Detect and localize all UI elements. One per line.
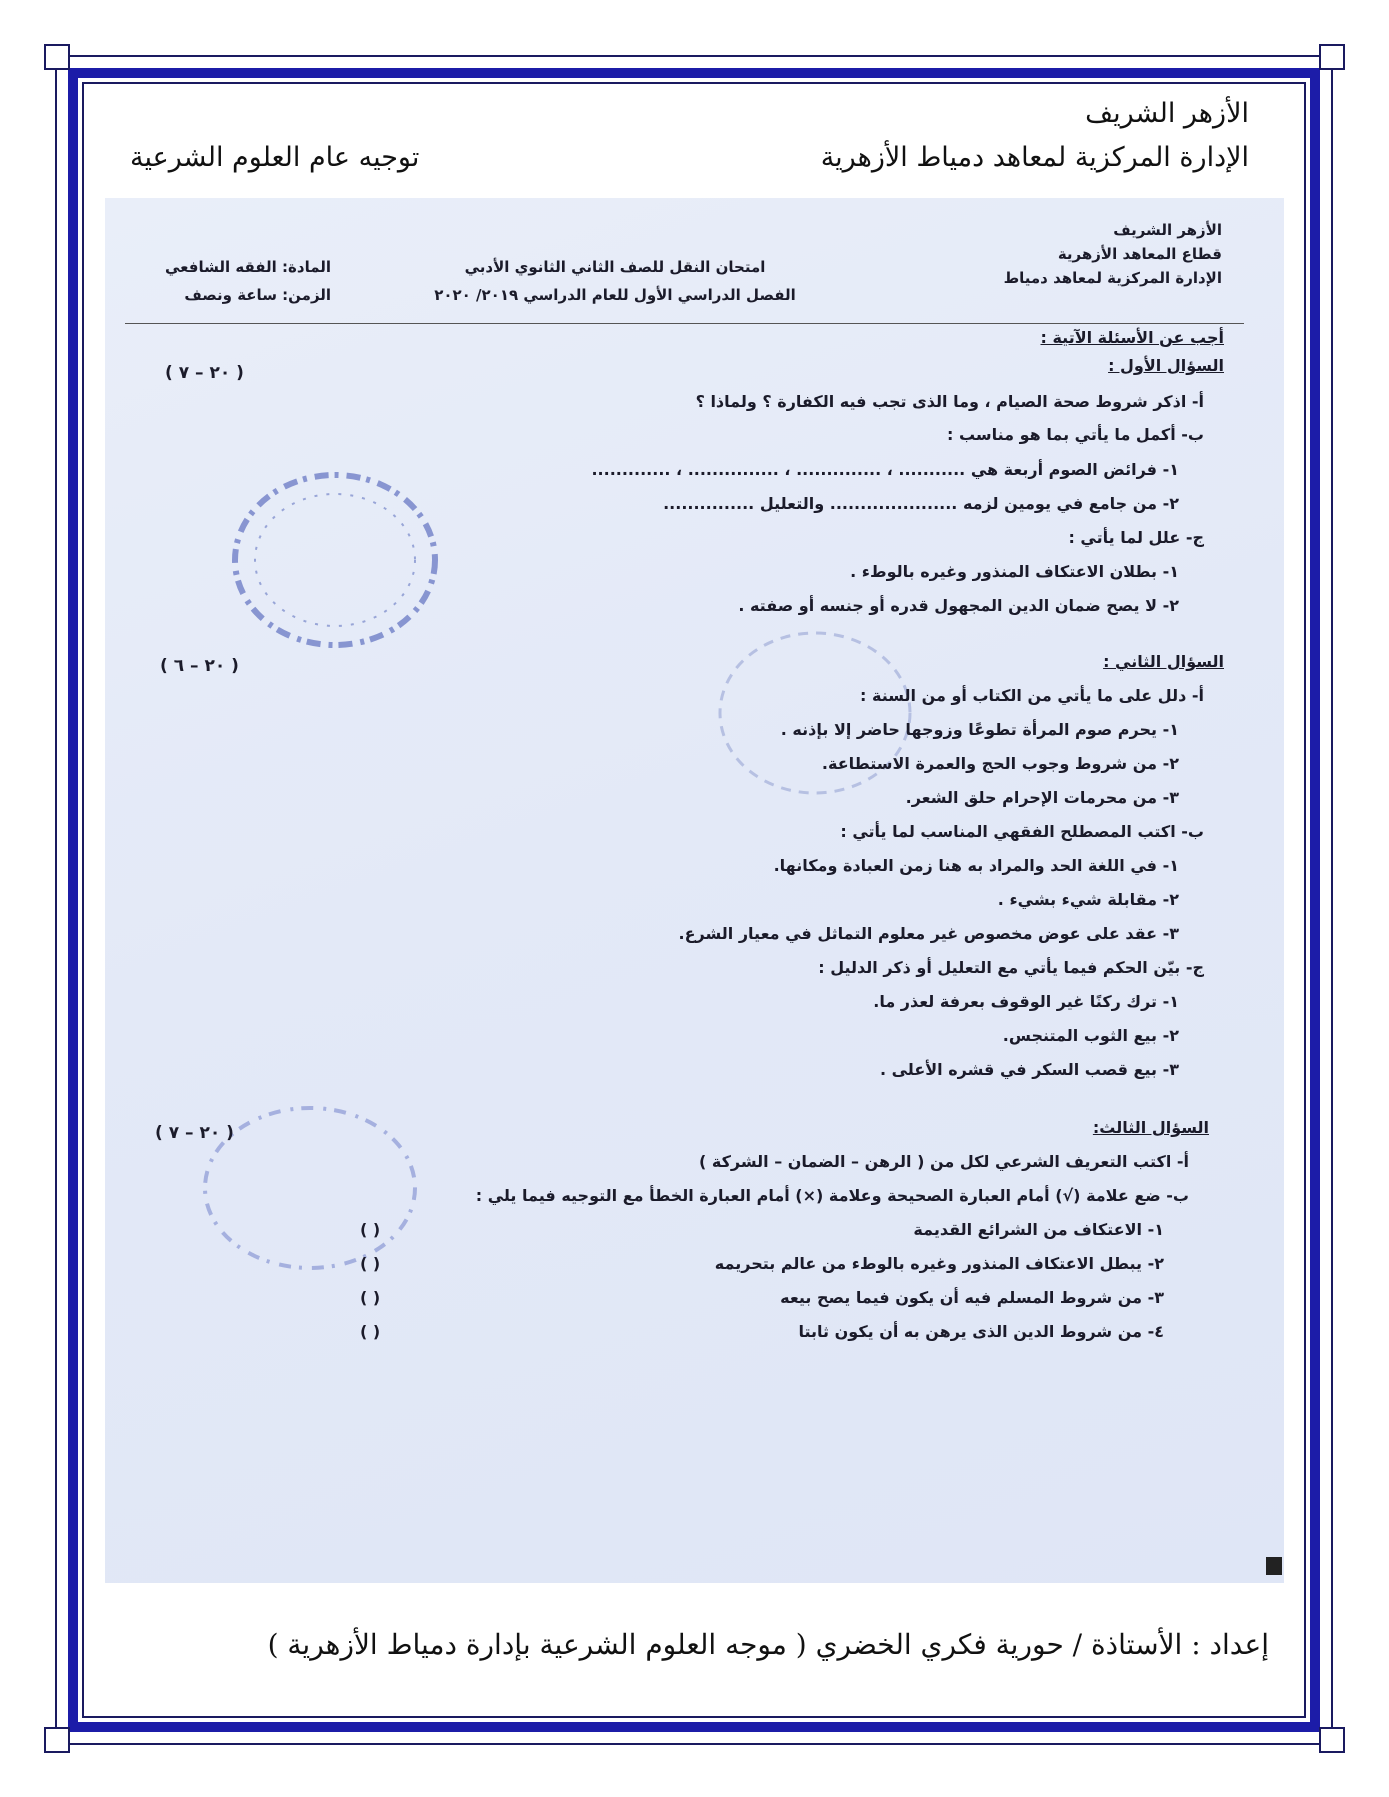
q2-score: ( ٢٠ – ٦ ) [160, 656, 239, 676]
q1-c-item: ١- بطلان الاعتكاف المنذور وغيره بالوطء . [850, 562, 1179, 581]
header-institution: الأزهر الشريف [1085, 98, 1249, 129]
q1-score: ( ٢٠ – ٧ ) [165, 363, 244, 383]
q1-part-c-title: ج- علل لما يأتي : [1068, 528, 1204, 547]
exam-header-title: امتحان النقل للصف الثاني الثانوي الأدبي الفصل الدراسي الأول للعام الدراسي ٢٠١٩/ ٢٠٢٠ [434, 258, 796, 304]
q2-part-b-title: ب- اكتب المصطلح الفقهي المناسب لما يأتي : [840, 822, 1204, 841]
q3-b-item: ٤- من شروط الدين الذى يرهن به أن يكون ثابتا [798, 1322, 1164, 1341]
q1-b-item: ٢- من جامع في يومين لزمه ..................... والتعليل ............... [663, 494, 1179, 513]
q3-part-a: أ- اكتب التعريف الشرعي لكل من ( الرهن – الضمان – الشركة ) [699, 1152, 1189, 1171]
q2-a-item: ١- يحرم صوم المرأة تطوعًا وزوجها حاضر إلا بإذنه . [780, 720, 1179, 739]
q1-b-item: ١- فرائض الصوم أربعة هي ........... ، .............. ، ............... ، ............. [591, 460, 1179, 479]
q2-c-item: ٢- بيع الثوب المتنجس. [1002, 1026, 1179, 1045]
prepared-by-footer: إعداد : الأستاذة / حورية فكري الخضري ( موجه العلوم الشرعية بإدارة دمياط الأزهرية ) [267, 1628, 1269, 1661]
q2-part-a-title: أ- دلل على ما يأتي من الكتاب أو من السنة : [860, 686, 1204, 705]
scan-artifact [1266, 1557, 1282, 1575]
q2-a-item: ٢- من شروط وجوب الحج والعمرة الاستطاعة. [821, 754, 1179, 773]
header-administration: الإدارة المركزية لمعاهد دمياط الأزهرية [820, 142, 1249, 173]
q1-c-item: ٢- لا يصح ضمان الدين المجهول قدره أو جنسه أو صفته . [738, 596, 1179, 615]
q2-b-item: ٢- مقابلة شيء بشيء . [997, 890, 1179, 909]
q2-a-item: ٣- من محرمات الإحرام حلق الشعر. [905, 788, 1179, 807]
header-divider [125, 323, 1244, 324]
scanned-exam-paper [105, 198, 1284, 1583]
border-corner-ornament [44, 1727, 70, 1753]
q2-c-item: ١- ترك ركنًا غير الوقوف بعرفة لعذر ما. [873, 992, 1179, 1011]
q2-title: السؤال الثاني : [1103, 652, 1224, 671]
border-corner-ornament [1319, 44, 1345, 70]
q2-c-item: ٣- بيع قصب السكر في قشره الأعلى . [879, 1060, 1179, 1079]
q2-part-c-title: ج- بيّن الحكم فيما يأتي مع التعليل أو ذكر الدليل : [818, 958, 1204, 977]
q3-b-item: ٢- يبطل الاعتكاف المنذور وغيره بالوطء من عالم بتحريمه [714, 1254, 1164, 1273]
q3-title: السؤال الثالث: [1092, 1118, 1209, 1137]
header-department: توجيه عام العلوم الشرعية [130, 142, 420, 173]
instruction: أجب عن الأسئلة الآتية : [1040, 328, 1224, 347]
q1-title: السؤال الأول : [1108, 356, 1224, 375]
q3-part-b-title: ب- ضع علامة (√) أمام العبارة الصحيحة وعلامة (×) أمام العبارة الخطأ مع التوجيه فيما يلي : [475, 1186, 1189, 1205]
exam-content [105, 198, 1284, 1583]
border-corner-ornament [1319, 1727, 1345, 1753]
exam-header-subject: المادة: الفقه الشافعي الزمن: ساعة ونصف [165, 258, 332, 304]
q1-part-b-title: ب- أكمل ما يأتي بما هو مناسب : [946, 425, 1204, 444]
q2-b-item: ٣- عقد على عوض مخصوص غير معلوم التماثل في معيار الشرع. [678, 924, 1179, 943]
border-corner-ornament [44, 44, 70, 70]
q3-b-item: ٣- من شروط المسلم فيه أن يكون فيما يصح بيعه [780, 1288, 1164, 1307]
q3-b-item: ١- الاعتكاف من الشرائع القديمة [913, 1220, 1164, 1239]
answer-box: ( ) [360, 1254, 381, 1273]
q1-part-a: أ- اذكر شروط صحة الصيام ، وما الذى تجب فيه الكفارة ؟ ولماذا ؟ [695, 392, 1204, 411]
q3-score: ( ٢٠ – ٧ ) [155, 1123, 234, 1143]
answer-box: ( ) [360, 1220, 381, 1239]
page-header [110, 98, 1279, 188]
answer-box: ( ) [360, 1288, 381, 1307]
exam-header-institution: الأزهر الشريف قطاع المعاهد الأزهرية الإدارة المركزية لمعاهد دمياط [1003, 221, 1222, 287]
q2-b-item: ١- في اللغة الحد والمراد به هنا زمن العبادة ومكانها. [773, 856, 1179, 875]
answer-box: ( ) [360, 1322, 381, 1341]
